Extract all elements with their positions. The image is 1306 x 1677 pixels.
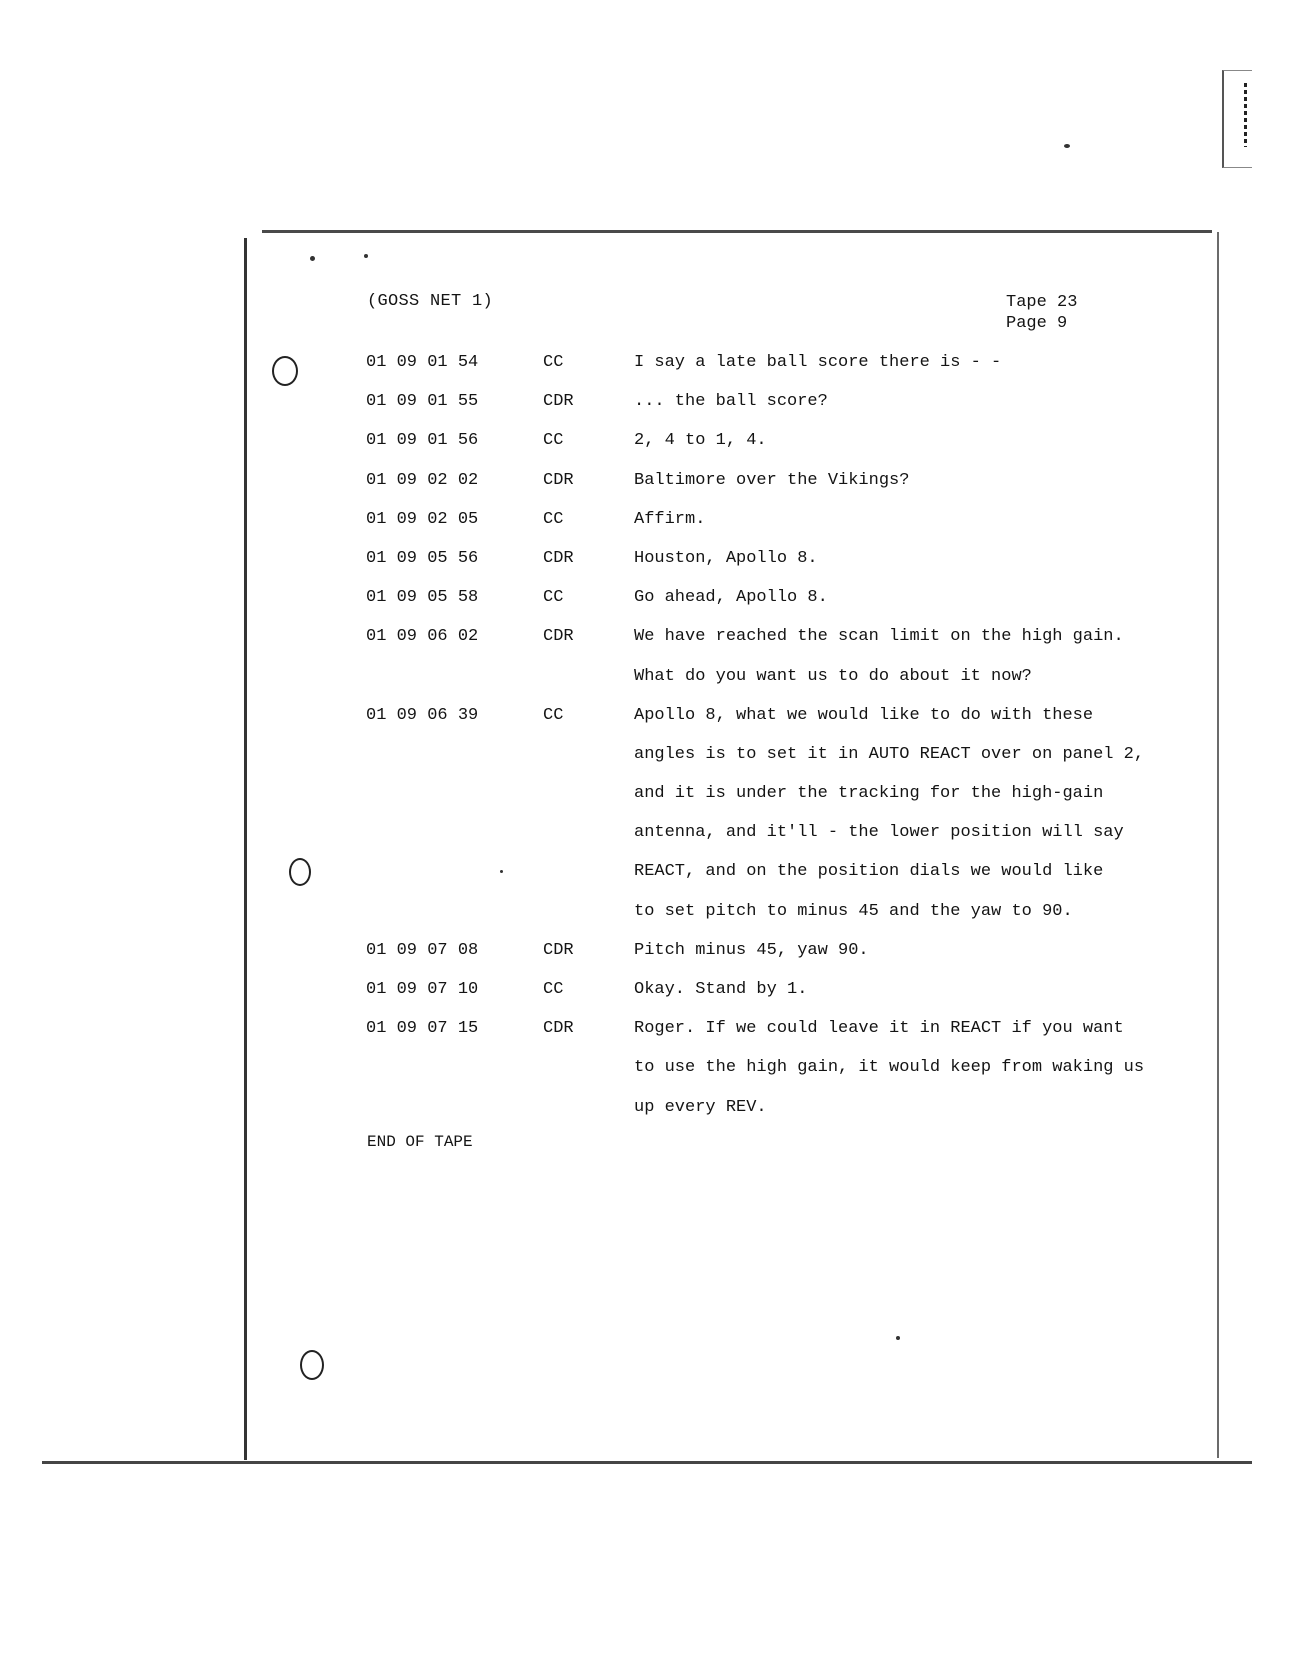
page-number: Page 9 (1006, 314, 1068, 333)
timestamp: 01 09 02 05 (366, 509, 479, 529)
timestamp: 01 09 01 54 (366, 353, 479, 372)
transcript-line (366, 391, 1166, 430)
dialogue-text: to set pitch to minus 45 and the yaw to 90. (634, 901, 1073, 921)
timestamp: 01 09 07 15 (366, 1019, 479, 1039)
timestamp: 01 09 06 39 (366, 705, 479, 725)
dialogue-text: Affirm. (634, 509, 706, 529)
transcript-entry (366, 391, 1166, 430)
tape-page-label (1006, 292, 1077, 334)
timestamp: 01 09 05 56 (366, 548, 479, 568)
dialogue-text: Baltimore over the Vikings? (634, 470, 910, 490)
transcript-line (366, 861, 1166, 900)
punch-hole-icon (300, 1350, 324, 1380)
transcript-line (366, 1057, 1166, 1096)
transcript-line (366, 822, 1166, 861)
transcript-line (366, 430, 1166, 469)
transcript-line (366, 626, 1166, 665)
timestamp: 01 09 07 08 (366, 940, 479, 960)
transcript-entry (366, 430, 1166, 469)
punch-hole-icon (272, 356, 298, 386)
timestamp: 01 09 02 02 (366, 470, 479, 490)
dialogue-text: Houston, Apollo 8. (634, 548, 818, 568)
transcript-line (366, 979, 1166, 1018)
speck-mark (896, 1336, 900, 1340)
page-border-left (244, 238, 247, 1460)
dialogue-text: and it is under the tracking for the high-gain (634, 784, 1104, 804)
transcript-entry (366, 352, 1166, 391)
dialogue-text: angles is to set it in AUTO REACT over on panel 2, (634, 744, 1145, 764)
dialogue-text: We have reached the scan limit on the high gain. (634, 627, 1124, 647)
transcript-line (366, 940, 1166, 979)
transcript-entry (366, 705, 1166, 940)
dialogue-text: Pitch minus 45, yaw 90. (634, 940, 869, 960)
timestamp: 01 09 01 56 (366, 431, 479, 451)
speaker-label: CDR (543, 1019, 574, 1039)
speaker-label: CDR (543, 627, 574, 647)
page-border-right (1217, 232, 1219, 1458)
transcript-line (366, 587, 1166, 626)
speaker-label: CC (543, 588, 564, 608)
transcript-entry (366, 587, 1166, 626)
dialogue-text: I say a late ball score there is - - (634, 353, 1002, 372)
transcript-entry (366, 979, 1166, 1018)
speck-mark (364, 254, 368, 258)
end-of-tape-label: END OF TAPE (367, 1133, 473, 1151)
timestamp: 01 09 07 10 (366, 980, 479, 999)
speaker-label: CC (543, 431, 564, 451)
transcript-line (366, 1097, 1166, 1136)
transcript-line (366, 901, 1166, 940)
transcript-line (366, 352, 1166, 391)
transcript-body (366, 352, 1166, 1136)
transcript-line (366, 509, 1166, 548)
speaker-label: CDR (543, 392, 574, 412)
timestamp: 01 09 05 58 (366, 588, 479, 608)
goss-net-label: (GOSS NET 1) (367, 292, 494, 311)
dialogue-text: Go ahead, Apollo 8. (634, 588, 828, 608)
timestamp: 01 09 06 02 (366, 627, 479, 647)
transcript-line (366, 470, 1166, 509)
speaker-label: CC (543, 980, 564, 999)
dialogue-text: What do you want us to do about it now? (634, 666, 1032, 686)
dialogue-text: antenna, and it'll - the lower position will say (634, 823, 1124, 843)
transcript-line (366, 744, 1166, 783)
dialogue-text: 2, 4 to 1, 4. (634, 431, 767, 451)
timestamp: 01 09 01 55 (366, 392, 479, 412)
transcript-entry (366, 548, 1166, 587)
transcript-line (366, 548, 1166, 587)
punch-hole-icon (289, 858, 311, 886)
dialogue-text: Roger. If we could leave it in REACT if you want (634, 1019, 1124, 1039)
transcript-entry (366, 1018, 1166, 1136)
speaker-label: CC (543, 509, 564, 529)
speaker-label: CDR (543, 548, 574, 568)
transcript-entry (366, 940, 1166, 979)
transcript-line (366, 705, 1166, 744)
transcript-line (366, 1018, 1166, 1057)
transcript-entry (366, 626, 1166, 704)
speaker-label: CDR (543, 470, 574, 490)
dialogue-text: REACT, and on the position dials we would like (634, 862, 1104, 882)
speaker-label: CC (543, 353, 564, 372)
speck-mark (1064, 144, 1070, 148)
speaker-label: CC (543, 705, 564, 725)
tape-number: Tape 23 (1006, 293, 1078, 312)
speaker-label: CDR (543, 940, 574, 960)
dialogue-text: Okay. Stand by 1. (634, 980, 808, 999)
dialogue-text: up every REV. (634, 1097, 767, 1117)
page-border-top (262, 230, 1212, 233)
dialogue-text: to use the high gain, it would keep from waking us (634, 1058, 1145, 1078)
dialogue-text: Apollo 8, what we would like to do with these (634, 705, 1094, 725)
speck-mark (310, 256, 315, 261)
page-border-bottom (42, 1461, 1252, 1464)
transcript-entry (366, 509, 1166, 548)
binder-tab-mark (1222, 70, 1252, 168)
transcript-line (366, 666, 1166, 705)
transcript-line (366, 783, 1166, 822)
dialogue-text: ... the ball score? (634, 392, 828, 412)
transcript-entry (366, 470, 1166, 509)
